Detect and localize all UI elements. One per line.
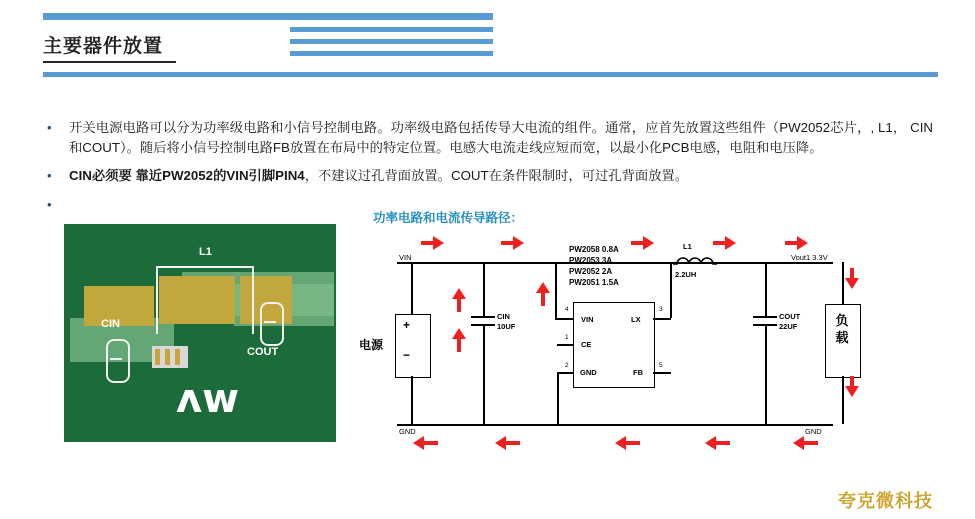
part-item: PW2051 1.5A: [569, 278, 619, 287]
wire-cout-top: [765, 262, 767, 316]
part-item: PW2053 3A: [569, 256, 613, 265]
current-arrow-stem: [850, 268, 854, 280]
current-arrow-left: [495, 436, 506, 450]
wire-cin-bottom: [483, 324, 485, 424]
ic-pin-label-ce: CE: [581, 340, 592, 349]
current-arrow-stem: [713, 241, 727, 245]
ic-footprint: [152, 346, 188, 368]
list-item: [43, 118, 933, 157]
ic-pin-number-3: 3: [659, 306, 663, 313]
page-title: 主要器件放置: [43, 36, 164, 57]
bullet-text-2-regular: ，不建议过孔背面放置。COUT在条件限制时，可过孔背面放置。: [304, 168, 689, 183]
brand-logo: ʌw: [176, 376, 240, 422]
cin-name: CIN: [497, 312, 510, 321]
cin-value: 10UF: [497, 322, 516, 331]
load-label: 负载: [835, 313, 849, 345]
cout-label: [779, 312, 800, 332]
part-item: PW2052 2A: [569, 267, 613, 276]
wire-ic-lx: [653, 318, 671, 320]
bullet-marker: •: [47, 168, 52, 183]
inductor-value: 2.2UH: [675, 270, 697, 279]
ic-pin-label-fb: FB: [633, 368, 643, 377]
current-arrow-stem: [626, 441, 640, 445]
capacitor-outline-cout: [260, 302, 284, 346]
node-label-vin: VIN: [399, 253, 412, 262]
wire-load-top: [842, 262, 844, 304]
current-arrow-stem: [541, 292, 545, 306]
ic-pin: [165, 349, 170, 365]
inductor-icon: [671, 254, 727, 270]
wire-source-top: [411, 262, 413, 314]
cout-plate-top: [753, 316, 777, 318]
photo-label-cout: COUT: [247, 346, 279, 358]
page-header: [0, 0, 975, 90]
source-symbol: [395, 314, 431, 378]
part-item: PW2058 0.8A: [569, 245, 619, 254]
wire-cout-bottom: [765, 324, 767, 424]
source-plus-sign: +: [403, 318, 411, 332]
ic-part-list: [569, 244, 619, 288]
bullet-marker: •: [47, 196, 52, 212]
ic-pin: [155, 349, 160, 365]
source-label: 电源: [359, 338, 384, 352]
bullet-text-2: [69, 166, 688, 186]
ic-pin-label-vin: VIN: [581, 315, 594, 324]
wire-ic-fb: [653, 372, 671, 374]
cin-label: [497, 312, 515, 332]
wire-ic-vin-up: [555, 262, 557, 318]
current-arrow-stem: [785, 241, 799, 245]
capacitor-mark: [264, 321, 276, 323]
photo-label-l1: L1: [199, 246, 212, 258]
wire-load-bottom: [842, 376, 844, 424]
current-arrow-stem: [716, 441, 730, 445]
header-divider: [43, 72, 938, 77]
cout-value: 22UF: [779, 322, 798, 331]
capacitor-outline-cin: [106, 339, 130, 383]
watermark: 夸克微科技: [838, 491, 933, 511]
current-arrow-stem: [457, 298, 461, 312]
wire-ic-gnd: [557, 372, 573, 374]
bullet-text-1: 开关电源电路可以分为功率级电路和小信号控制电路。功率级电路包括传导大电流的组件。通常，应首先放置这些组件（PW2052芯片，, L1， CIN和COUT）。随后将小信号控制电路FB放置在布局中的特定位置。电感大电流走线应短而宽，以最小化PCB电感，电阻和电压降。: [69, 120, 933, 155]
current-arrow-left: [705, 436, 716, 450]
bullet-list: [43, 118, 933, 223]
ic-pin-number-2: 2: [565, 362, 569, 369]
current-arrow-stem: [424, 441, 438, 445]
wire-source-bottom: [411, 376, 413, 424]
silkscreen-outline-l1: [156, 266, 254, 334]
node-label-gnd-left: GND: [399, 427, 416, 436]
ic-pin-label-gnd: GND: [580, 368, 597, 377]
wire-ic-ce: [557, 344, 573, 346]
bullet-marker: •: [47, 120, 52, 135]
wire-ic-gnd-down: [557, 372, 559, 424]
bullet-text-2-bold: CIN必须要 靠近PW2052的VIN引脚PIN4: [69, 168, 305, 183]
inductor-name: L1: [683, 242, 692, 251]
header-accent-bar-1: [43, 13, 493, 20]
wire-gnd-rail: [397, 424, 833, 426]
wire-cin-top: [483, 262, 485, 316]
photo-label-cin: CIN: [101, 318, 120, 330]
pcb-layout-photo: [64, 224, 336, 442]
ic-pin-label-lx: LX: [631, 315, 641, 324]
header-accent-bar-2: [290, 27, 493, 32]
header-accent-bar-4: [290, 51, 493, 56]
current-arrow-stem: [421, 241, 435, 245]
list-item: [43, 166, 933, 186]
ic-pin-number-5: 5: [659, 362, 663, 369]
current-arrow-stem: [506, 441, 520, 445]
node-label-vout: Vout1 3.3V: [791, 253, 828, 262]
current-arrow-stem: [850, 376, 854, 388]
current-arrow-stem: [804, 441, 818, 445]
power-circuit-schematic: [359, 236, 933, 452]
current-arrow-stem: [457, 338, 461, 352]
current-arrow-left: [413, 436, 424, 450]
current-arrow-left: [615, 436, 626, 450]
header-accent-bar-3: [290, 39, 493, 44]
ic-pin-number-4: 4: [565, 306, 569, 313]
cout-name: COUT: [779, 312, 801, 321]
current-arrow-stem: [501, 241, 515, 245]
node-label-gnd-right: GND: [805, 427, 822, 436]
current-arrow-left: [793, 436, 804, 450]
ic-pin-number-1: 1: [565, 334, 569, 341]
current-arrow-stem: [631, 241, 645, 245]
page-title-underline: [43, 61, 176, 63]
ic-pin: [175, 349, 180, 365]
capacitor-mark: [110, 358, 122, 360]
wire-ic-vin: [555, 318, 573, 320]
schematic-title: 功率电路和电流传导路径：: [373, 211, 524, 225]
source-minus-sign: −: [403, 348, 411, 362]
cin-plate-top: [471, 316, 495, 318]
